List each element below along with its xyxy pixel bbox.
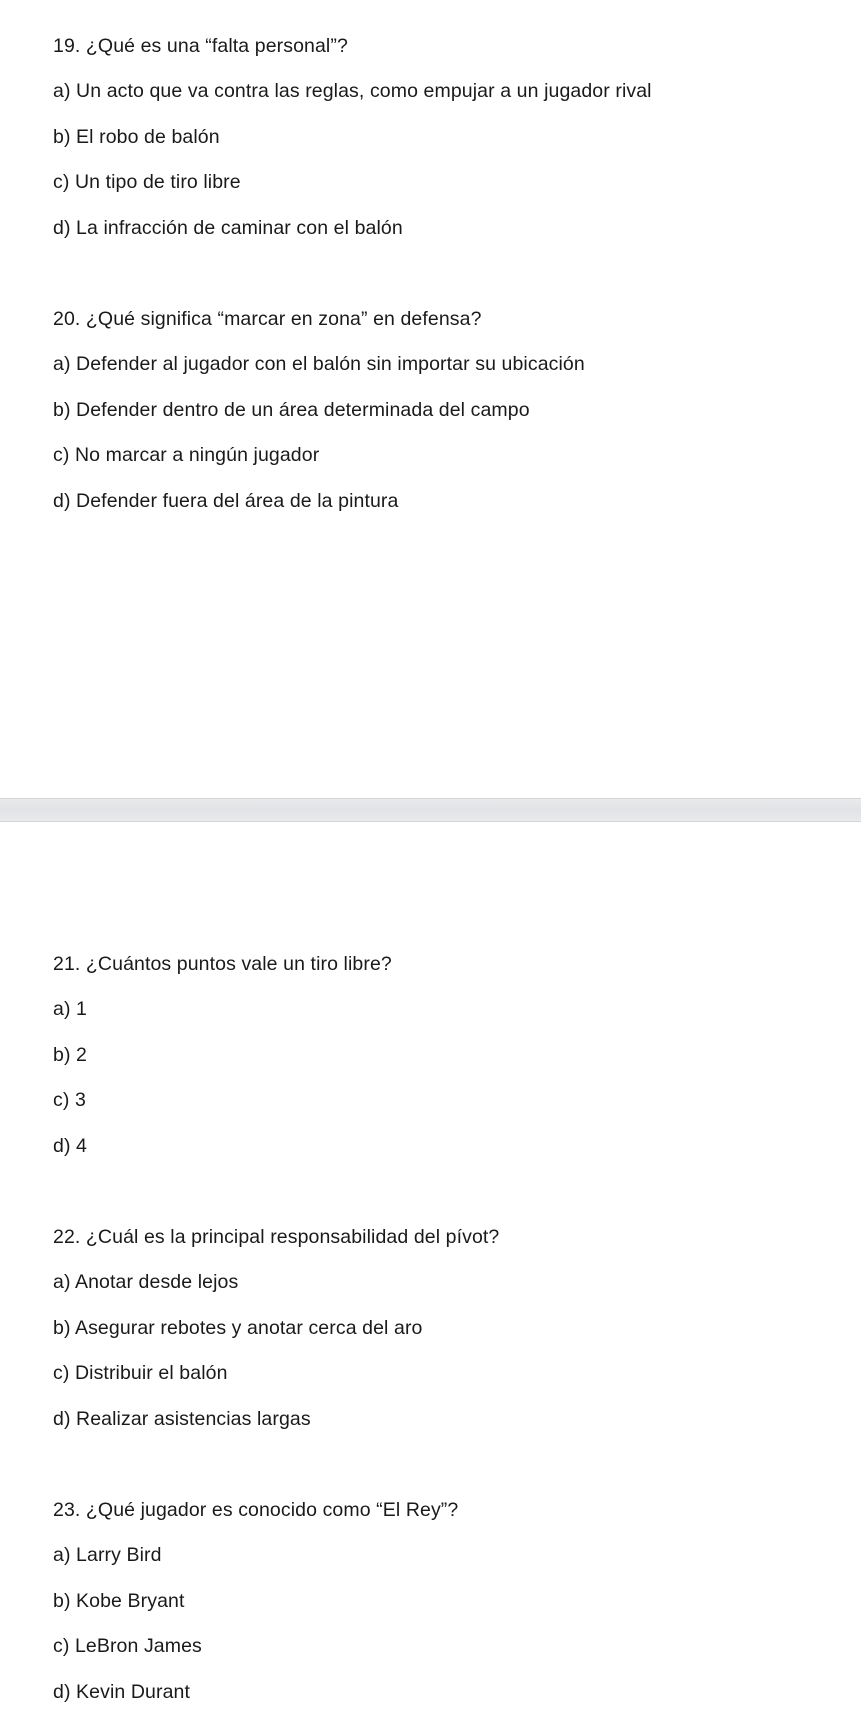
question-21-option-c: c) 3 (53, 1089, 86, 1111)
question-21-text: 21. ¿Cuántos puntos vale un tiro libre? (53, 953, 392, 975)
document-page-2 (0, 822, 861, 1720)
document-page-1 (0, 0, 861, 798)
question-20-option-d: d) Defender fuera del área de la pintura (53, 490, 399, 512)
question-19-option-b: b) El robo de balón (53, 126, 220, 148)
question-23-option-c: c) LeBron James (53, 1635, 202, 1657)
question-22-option-a: a) Anotar desde lejos (53, 1271, 239, 1293)
question-20-option-a: a) Defender al jugador con el balón sin importar su ubicación (53, 353, 585, 375)
question-19-option-c: c) Un tipo de tiro libre (53, 171, 241, 193)
question-22-option-c: c) Distribuir el balón (53, 1362, 228, 1384)
question-22-text: 22. ¿Cuál es la principal responsabilidad del pívot? (53, 1226, 500, 1248)
question-21-option-d: d) 4 (53, 1135, 88, 1157)
question-20-option-b: b) Defender dentro de un área determinada del campo (53, 399, 530, 421)
question-20-option-c: c) No marcar a ningún jugador (53, 444, 320, 466)
question-23-text: 23. ¿Qué jugador es conocido como “El Rey”? (53, 1499, 459, 1521)
question-21-option-a: a) 1 (53, 998, 88, 1020)
question-20-text: 20. ¿Qué significa “marcar en zona” en defensa? (53, 308, 482, 330)
question-23-option-d: d) Kevin Durant (53, 1681, 190, 1703)
question-23-option-b: b) Kobe Bryant (53, 1590, 185, 1612)
question-23-option-a: a) Larry Bird (53, 1544, 162, 1566)
page-separator (0, 798, 861, 822)
question-19-option-a: a) Un acto que va contra las reglas, como empujar a un jugador rival (53, 80, 652, 102)
question-22-option-b: b) Asegurar rebotes y anotar cerca del aro (53, 1317, 423, 1339)
question-21-option-b: b) 2 (53, 1044, 88, 1066)
question-19-option-d: d) La infracción de caminar con el balón (53, 217, 403, 239)
question-22-option-d: d) Realizar asistencias largas (53, 1408, 311, 1430)
question-19-text: 19. ¿Qué es una “falta personal”? (53, 35, 348, 57)
